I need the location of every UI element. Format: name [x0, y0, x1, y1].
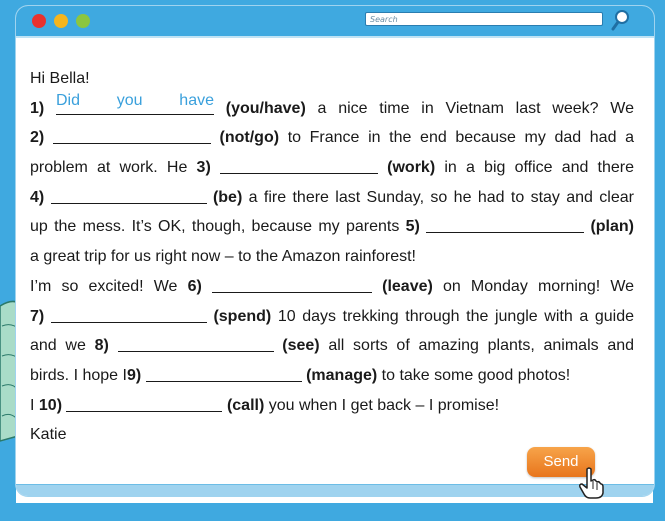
gap-number-10: 10): [38, 396, 63, 414]
gap-number-8: 8): [94, 337, 109, 355]
letter-line-6: [30, 242, 634, 272]
line-10-text: to take some good photos!: [381, 366, 571, 384]
send-button[interactable]: Send: [527, 447, 595, 477]
line-7-pre: I’m so excited! We: [30, 277, 178, 295]
letter-line-8: [30, 302, 634, 332]
verb-prompt-1: (you/have): [225, 99, 306, 117]
background-bottom: [0, 503, 665, 521]
line-9-text: all sorts of amazing plants, animals and: [328, 337, 635, 355]
verb-prompt-9: (manage): [306, 366, 378, 384]
line-6-text: a great trip for us right now – to the Amazon rainforest!: [30, 248, 416, 266]
line-2-text: to France in the end because my dad had a: [287, 129, 634, 147]
minimize-window-button[interactable]: [54, 14, 68, 28]
hand-cursor-icon: [578, 467, 604, 499]
verb-prompt-3: (work): [387, 159, 436, 177]
signature-text: Katie: [30, 426, 67, 444]
gap-number-1: 1): [30, 99, 45, 117]
line-5-pre: up the mess. It’s OK, though, because my parents: [30, 218, 400, 236]
search-icon[interactable]: [610, 8, 632, 32]
verb-prompt-10: (call): [226, 396, 265, 414]
line-7-text: on Monday morning! We: [442, 277, 635, 295]
signature: [30, 420, 634, 450]
gap-answer-1: Did you have: [56, 91, 214, 109]
gap-input-6[interactable]: [212, 274, 372, 293]
verb-prompt-4: (be): [212, 188, 243, 206]
gap-number-7: 7): [30, 307, 45, 325]
gap-input-9[interactable]: [146, 363, 302, 382]
gap-number-9: 9): [126, 366, 142, 384]
maximize-window-button[interactable]: [76, 14, 90, 28]
gap-input-5[interactable]: [426, 214, 584, 233]
line-4-text: a fire there last Sunday, so he had to stay and clear: [248, 188, 634, 206]
gap-number-4: 4): [30, 188, 45, 206]
line-10-pre: birds. I hope I: [30, 366, 127, 384]
gap-number-3: 3): [196, 159, 211, 177]
gap-input-7[interactable]: [51, 304, 207, 323]
letter-line-1: [30, 91, 635, 124]
background-right: [653, 0, 665, 521]
letter-line-5: [30, 212, 634, 242]
gap-input-4[interactable]: [51, 185, 207, 204]
letter-line-4: [30, 183, 634, 213]
line-8-text: 10 days trekking through the jungle with a guide: [277, 307, 634, 325]
gap-number-6: 6): [187, 277, 202, 295]
line-3-text: in a big office and there: [444, 159, 635, 177]
letter-line-9: [30, 331, 634, 361]
title-bar: [16, 6, 654, 36]
search-input[interactable]: Search: [365, 12, 603, 26]
app-window: [16, 6, 654, 496]
line-11-text: you when I get back – I promise!: [268, 396, 500, 414]
verb-prompt-2: (not/go): [219, 129, 280, 147]
gap-input-1[interactable]: [56, 91, 214, 115]
greeting-text: Hi Bella!: [30, 70, 90, 87]
bottom-bar: [16, 484, 654, 496]
verb-prompt-8: (see): [282, 337, 320, 355]
gap-input-2[interactable]: [53, 125, 211, 144]
letter-line-2: [30, 123, 634, 153]
letter-line-7: [30, 272, 634, 302]
gap-input-3[interactable]: [220, 155, 378, 174]
letter-line-10: [30, 361, 634, 391]
title-divider: [16, 36, 654, 38]
line-9-pre: and we: [30, 337, 86, 355]
line-11-pre: I: [30, 396, 35, 414]
email-body: [30, 64, 634, 450]
gap-number-5: 5): [405, 218, 420, 236]
close-window-button[interactable]: [32, 14, 46, 28]
line-3-pre: problem at work. He: [30, 159, 188, 177]
gap-input-10[interactable]: [66, 393, 222, 412]
letter-line-11: [30, 391, 634, 421]
gap-input-8[interactable]: [118, 333, 274, 352]
verb-prompt-6: (leave): [382, 277, 433, 295]
letter-line-3: [30, 153, 634, 183]
verb-prompt-5: (plan): [590, 218, 634, 236]
verb-prompt-7: (spend): [213, 307, 272, 325]
gap-number-2: 2): [30, 129, 45, 147]
line-1-text: a nice time in Vietnam last week? We: [317, 99, 635, 117]
